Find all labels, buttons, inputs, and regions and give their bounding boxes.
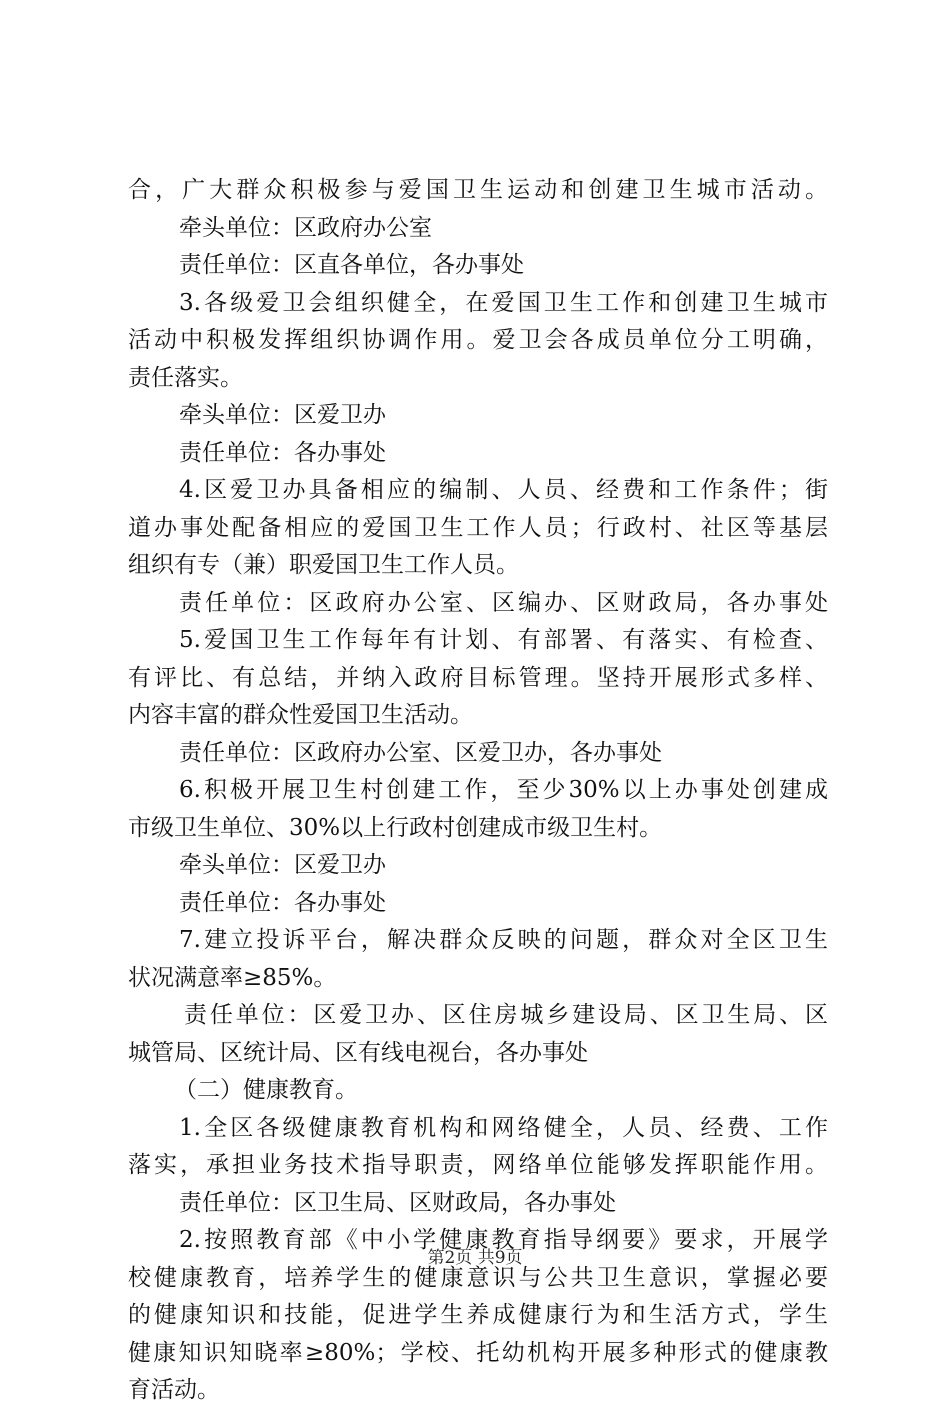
lead-unit-line: 牵头单位：区政府办公室	[179, 214, 432, 241]
paragraph-line: 育活动。	[128, 1377, 220, 1403]
item-5-line: 5.爱国卫生工作每年有计划、有部署、有落实、有检查、	[179, 627, 828, 653]
paragraph-line: 责任落实。	[128, 364, 243, 391]
item-7-line: 7.建立投诉平台，解决群众反映的问题，群众对全区卫生	[179, 927, 828, 953]
item-6-line: 6.积极开展卫生村创建工作，至少30%以上办事处创建成	[179, 777, 828, 803]
lead-unit-line: 牵头单位：区爱卫办	[179, 852, 386, 878]
paragraph-line: 内容丰富的群众性爱国卫生活动。	[128, 702, 473, 728]
page-number-footer: 第2页 共9页	[427, 1248, 523, 1268]
paragraph-line: 有评比、有总结，并纳入政府目标管理。坚持开展形式多样、	[128, 664, 828, 691]
responsible-unit-line: 责任单位：区卫生局、区财政局，各办事处	[179, 1189, 616, 1216]
paragraph-line: 城管局、区统计局、区有线电视台，各办事处	[128, 1039, 588, 1066]
paragraph-line: 的健康知识和技能，促进学生养成健康行为和生活方式，学生	[128, 1302, 828, 1328]
paragraph-line: 道办事处配备相应的爱国卫生工作人员；行政村、社区等基层	[128, 514, 828, 541]
item-3-line: 3.各级爱卫会组织健全，在爱国卫生工作和创建卫生城市	[179, 289, 828, 316]
paragraph-line: 落实，承担业务技术指导职责，网络单位能够发挥职能作用。	[128, 1152, 828, 1178]
responsible-unit-line: 责任单位：区政府办公室、区编办、区财政局，各办事处	[179, 589, 828, 616]
item-4-line: 4.区爱卫办具备相应的编制、人员、经费和工作条件；街	[179, 477, 828, 503]
paragraph-line: 健康知识知晓率≥80%；学校、托幼机构开展多种形式的健康教	[128, 1339, 828, 1366]
paragraph-line: 状况满意率≥85%。	[128, 964, 337, 991]
responsible-unit-line: 责任单位：区直各单位，各办事处	[179, 252, 524, 278]
paragraph-line: 市级卫生单位、30%以上行政村创建成市级卫生村。	[128, 814, 663, 841]
responsible-unit-line: 责任单位：各办事处	[179, 889, 386, 916]
lead-unit-line: 牵头单位：区爱卫办	[179, 402, 386, 428]
document-body	[128, 172, 828, 1410]
paragraph-line: 组织有专（兼）职爱国卫生工作人员。	[128, 552, 519, 578]
responsible-unit-line: 责任单位：区政府办公室、区爱卫办，各办事处	[179, 739, 662, 766]
item-2-line: 2.按照教育部《中小学健康教育指导纲要》要求，开展学	[179, 1227, 828, 1253]
paragraph-line: 合，广大群众积极参与爱国卫生运动和创建卫生城市活动。	[128, 177, 828, 203]
item-1-line: 1.全区各级健康教育机构和网络健全，人员、经费、工作	[179, 1114, 828, 1141]
paragraph-line: 活动中积极发挥组织协调作用。爱卫会各成员单位分工明确，	[128, 327, 828, 353]
section-heading: （二）健康教育。	[174, 1077, 358, 1103]
responsible-unit-line: 责任单位：区爱卫办、区住房城乡建设局、区卫生局、区	[184, 1002, 828, 1028]
responsible-unit-line: 责任单位：各办事处	[179, 439, 386, 466]
paragraph-line: 校健康教育，培养学生的健康意识与公共卫生意识，掌握必要	[128, 1264, 828, 1291]
